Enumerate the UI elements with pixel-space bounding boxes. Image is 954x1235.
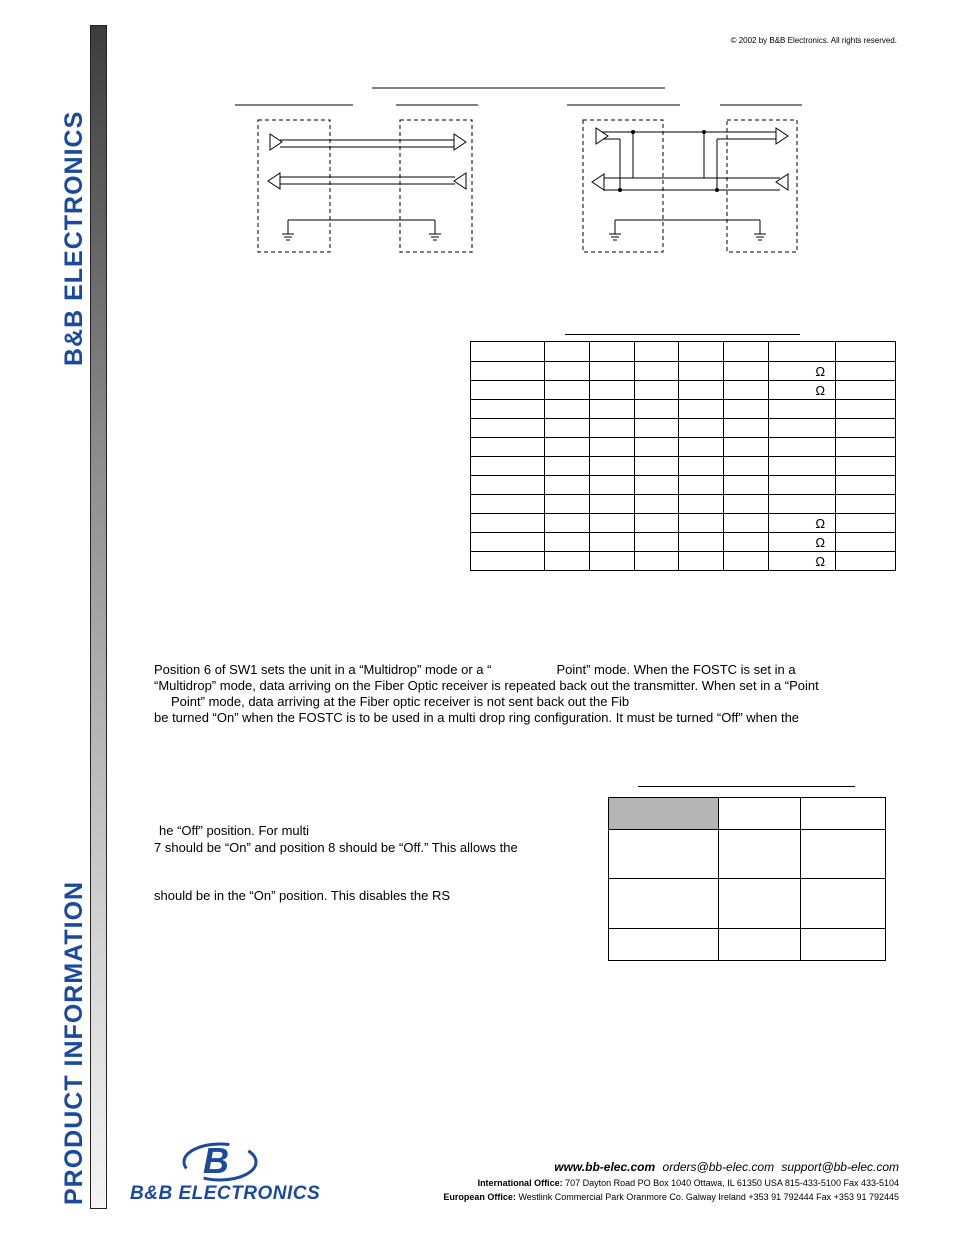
sidebar-gradient-bar <box>90 25 107 1209</box>
right-driver-triangle <box>596 128 608 144</box>
right-rx-triangle-b <box>776 174 788 190</box>
copyright-notice: © 2002 by B&B Electronics. All rights reserved. <box>730 36 897 45</box>
support-email-link[interactable]: support@bb-elec.com <box>781 1160 899 1174</box>
bb-logo-letter: B <box>203 1140 229 1181</box>
right-rx-triangle <box>592 174 604 190</box>
right-device-box-a <box>583 120 663 252</box>
european-office: European Office: Westlink Commercial Park Oranmore Co. Galway Ireland +353 91 792444 Fax +353 91 792445 <box>443 1192 899 1202</box>
omega-cell: Ω <box>769 362 836 381</box>
left-receiver-triangle <box>454 134 466 150</box>
omega-cell: Ω <box>769 552 836 571</box>
bb-logo-wordmark: B&B ELECTRONICS <box>130 1183 321 1204</box>
table-row <box>471 400 896 419</box>
table-row <box>471 342 896 362</box>
right-receiver-triangle <box>776 128 788 144</box>
left-rx-triangle-b <box>454 173 466 189</box>
table-row <box>609 929 886 961</box>
website-link[interactable]: www.bb-elec.com <box>554 1160 656 1174</box>
left-driver-triangle <box>270 134 282 150</box>
table-row <box>609 879 886 929</box>
switch-settings-table <box>470 341 896 571</box>
table-row <box>471 419 896 438</box>
sidebar-brand-text: B&B ELECTRONICS <box>60 110 88 366</box>
table-row <box>471 514 896 533</box>
omega-cell: Ω <box>769 381 836 400</box>
orders-email-link[interactable]: orders@bb-elec.com <box>662 1160 775 1174</box>
termination-paragraph-line2: 7 should be “On” and position 8 should be “Off.” This allows the <box>154 840 518 855</box>
multidrop-paragraph-line3: Point” mode, data arriving at the Fiber optic receiver is not sent back out the Fib <box>171 694 630 709</box>
table-row <box>471 438 896 457</box>
position-settings-table <box>608 797 886 961</box>
table-row <box>471 381 896 400</box>
multidrop-paragraph-line1: Position 6 of SW1 sets the unit in a “Multidrop” mode or a “ Point” mode. When the FOSTC is set in a <box>154 662 796 677</box>
table-row <box>471 457 896 476</box>
table-row <box>609 830 886 879</box>
termination-paragraph-line1: he “Off” position. For multi <box>159 823 310 838</box>
table-row <box>471 552 896 571</box>
left-rx-triangle <box>268 173 280 189</box>
sidebar-product-text: PRODUCT INFORMATION <box>60 880 88 1205</box>
table-row <box>471 362 896 381</box>
termination-paragraph-line3: should be in the “On” position. This disables the RS <box>154 888 451 903</box>
international-office: International Office: 707 Dayton Road PO Box 1040 Ottawa, IL 61350 USA 815-433-5100 Fax 433-5104 <box>477 1178 899 1188</box>
omega-cell: Ω <box>769 514 836 533</box>
multidrop-paragraph-line4: be turned “On” when the FOSTC is to be used in a multi drop ring configuration. It must be turned “Off” when the <box>154 710 800 725</box>
table-row <box>471 476 896 495</box>
omega-cell: Ω <box>769 533 836 552</box>
table-row <box>609 798 886 830</box>
footer-contacts <box>554 1160 899 1174</box>
table-row <box>471 533 896 552</box>
table1-title-underline <box>565 334 800 335</box>
multidrop-paragraph-line2: “Multidrop” mode, data arriving on the Fiber Optic receiver is repeated back out the transmitter. When set in a “Point <box>154 678 819 693</box>
table-row <box>471 495 896 514</box>
wiring-diagram <box>220 80 820 265</box>
table2-title-underline <box>638 786 855 787</box>
